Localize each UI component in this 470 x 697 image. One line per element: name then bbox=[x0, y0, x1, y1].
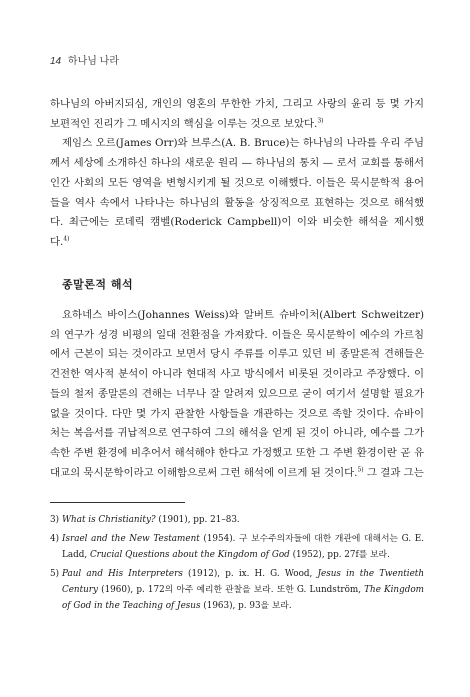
footnote-divider bbox=[50, 502, 185, 503]
running-title: 하나님 나라 bbox=[67, 56, 119, 67]
footnote-ref-4[interactable]: 4) bbox=[63, 235, 70, 243]
page-number: 14 bbox=[50, 56, 62, 67]
footnote-5: 5) Paul and His Interpreters (1912), p. ix. H. G. Wood, Jesus in the Twentieth Century (1960), p. 172의 아주 예리한 관찰을 보라. 또한 G. Lundström, The Kingdom of God in the Teaching of Jesus (1963), p. 93을 보라. bbox=[50, 569, 424, 611]
running-header bbox=[50, 52, 119, 67]
footnote-4: 4) Israel and the New Testament (1954). 구 보수주의자들에 대한 개관에 대해서는 G. E. Ladd, Crucial Questions about the Kingdom of God (1952), pp. 27f를 보라. bbox=[50, 534, 424, 560]
footnote-ref-3[interactable]: 3) bbox=[317, 117, 324, 125]
paragraph-orr-bruce: 제임스 오르(James Orr)와 브루스(A. B. Bruce)는 하나님의 나라를 우리 주님께서 세상에 소개하신 하나의 새로운 원리 — 하나님의 통치 — 로서 교회를 통해서 인간 사회의 모든 영역을 변형시키게 될 것으로 이해했다. 이들은 묵시문학적 용어들을 역사 속에서 나타나는 하나님의 활동을 상징적으로 표현하는 것으로 해석했다. 최근에는 로데릭 캠벨(Roderick Campbell)이 이와 비슷한 해석을 제시했다.$^{4)}$ bbox=[50, 137, 424, 248]
footnote-3: 3) What is Christianity? (1901), pp. 21–83. bbox=[50, 515, 240, 525]
paragraph-continuation: 하나님의 아버지되심, 개인의 영혼의 무한한 가치, 그리고 사랑의 윤리 등 몇 가지 보편적인 진리가 그 메시지의 핵심을 이루는 것으로 보았다.$^{3)}$ bbox=[50, 98, 424, 130]
paragraph-weiss-schweitzer: 요하네스 바이스(Johannes Weiss)와 알버트 슈바이처(Albert Schweitzer)의 연구가 성경 비평의 일대 전환점을 가져왔다. 이들은 묵시문학이 예수의 가르침에서 근본이 되는 것이라고 보면서 당시 주류를 이루고 있던 비 종말론적 견해들은 건전한 역사적 분석이 아니라 현대적 사고 방식에서 비롯된 것이라고 주장했다. 이들의 철저 종말론의 견해는 너무나 잘 알려져 있으므로 굳이 여기서 설명할 필요가 없을 것이다. 다만 몇 가지 관찰한 사항들을 개관하는 것으로 족할 것이다. 슈바이처는 복음서를 귀납적으로 연구하여 그의 해석을 얻게 된 것이 아니라, 예수를 그가 속한 주변 환경에 비추어서 해석해야 한다고 가정했고 또한 그 주변 환경이란 곧 유대교의 묵시문학이라고 이해함으로써 그런 해석에 이르게 된 것이다.$^{5)}$ 그 결과 그는 bbox=[50, 309, 424, 479]
body-text-top bbox=[50, 95, 424, 253]
footnotes bbox=[50, 512, 424, 617]
body-text-section bbox=[50, 306, 424, 483]
footnote-ref-5[interactable]: 5) bbox=[357, 466, 364, 474]
section-heading: 종말론적 해석 bbox=[62, 278, 134, 291]
